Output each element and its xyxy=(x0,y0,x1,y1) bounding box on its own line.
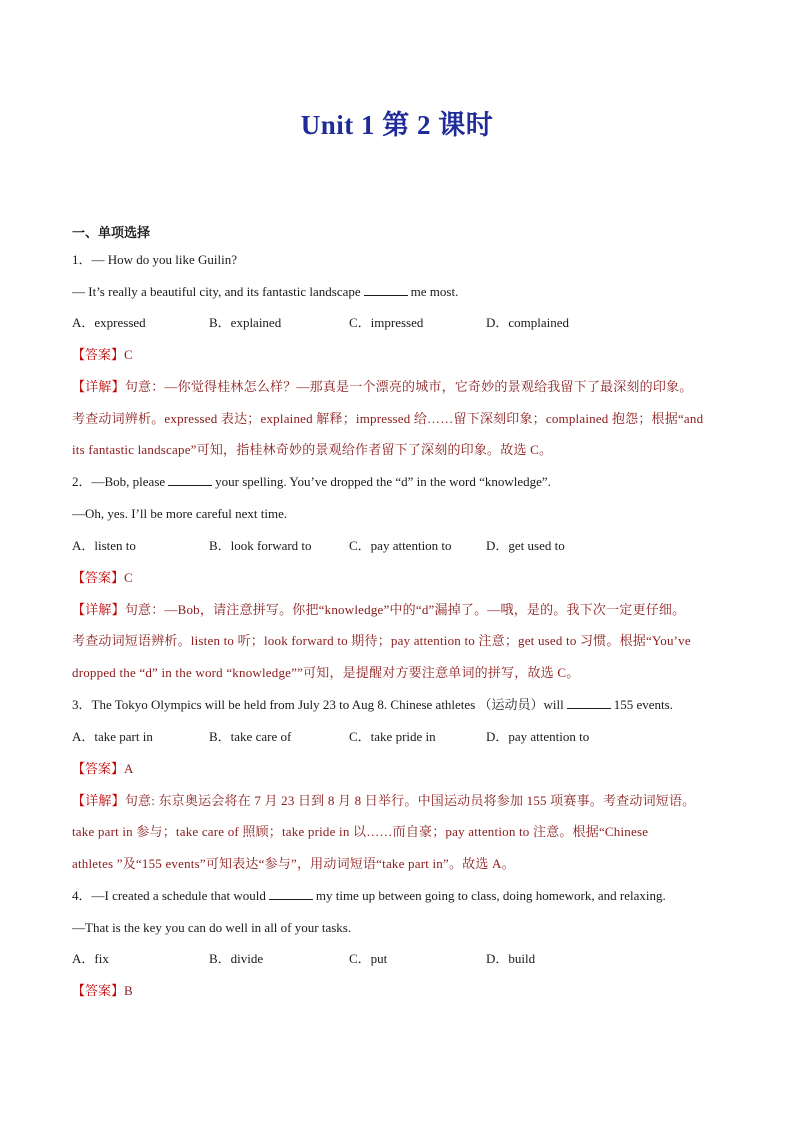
q4-stem-2: —That is the key you can do well in all of your tasks. xyxy=(72,920,352,935)
q1-option-c: C．impressed xyxy=(349,315,424,330)
q4-stem-1-pre: 4．—I created a schedule that would xyxy=(72,888,266,903)
q3-options xyxy=(72,728,722,746)
q1-stem-1: 1．— How do you like Guilin? xyxy=(72,252,238,267)
q4-stem-1-post: my time up between going to class, doing homework, and relaxing. xyxy=(315,888,666,903)
q1-answer-tag: 【答案】 xyxy=(72,347,125,362)
q2-stem-1-post: your spelling. You’ve dropped the “d” in the word “knowledge”. xyxy=(215,474,551,489)
q1-options xyxy=(72,314,722,332)
q4-answer-tag: 【答案】 xyxy=(72,983,125,998)
q3-detail-text-1: 句意: 东京奥运会将在 7 月 23 日到 8 月 8 日举行。中国运动员将参加 155 项赛事。考查动词短语。 xyxy=(124,793,696,808)
q1-stem-2 xyxy=(72,283,458,301)
q4-blank xyxy=(269,887,313,900)
q2-option-c: C．pay attention to xyxy=(349,538,452,553)
q1-option-b: B．explained xyxy=(209,315,282,330)
q2-detail-text-1: 句意：—Bob，请注意拼写。你把“knowledge”中的“d”漏掉了。—哦，是的。我下次一定更仔细。 xyxy=(124,602,686,617)
q2-option-a: A．listen to xyxy=(72,538,136,553)
q2-options xyxy=(72,537,722,555)
q1-detail-text-1: 句意：—你觉得桂林怎么样？—那真是一个漂亮的城市，它奇妙的景观给我留下了最深刻的印象。 xyxy=(124,379,693,394)
q1-option-a: A．expressed xyxy=(72,315,146,330)
q1-detail-3: its fantastic landscape”可知，指桂林奇妙的景观给作者留下了深刻的印象。故选 C。 xyxy=(72,442,553,457)
q1-detail-2: 考查动词辨析。expressed 表达；explained 解释；impressed 给……留下深刻印象；complained 抱怨；根据“and xyxy=(72,411,704,426)
q1-stem-2-post: me most. xyxy=(410,284,459,299)
q2-blank xyxy=(168,473,212,486)
q4-stem-1 xyxy=(72,887,666,905)
q3-option-c: C．take pride in xyxy=(349,729,436,744)
q2-detail-3: dropped the “d” in the word “knowledge””可知，是提醒对方要注意单词的拼写，故选 C。 xyxy=(72,665,580,680)
q2-stem-1-pre: 2．—Bob, please xyxy=(72,474,166,489)
q2-detail-tag: 【详解】 xyxy=(72,602,125,617)
q2-stem-1 xyxy=(72,473,551,491)
q3-answer-value: A xyxy=(124,761,134,776)
q4-option-d: D．build xyxy=(486,951,536,966)
q3-detail-3: athletes ”及“155 events”可知表达“参与”，用动词短语“take part in”。故选 A。 xyxy=(72,856,515,871)
page-title: Unit 1 第 2 课时 xyxy=(300,110,494,140)
q3-stem-1-pre: 3．The Tokyo Olympics will be held from July 23 to Aug 8. Chinese athletes （运动员）will xyxy=(72,697,564,712)
q4-answer xyxy=(72,982,133,1000)
q3-stem-1 xyxy=(72,696,673,714)
q3-answer xyxy=(72,760,133,778)
q1-answer xyxy=(72,346,133,364)
q3-detail-tag: 【详解】 xyxy=(72,793,125,808)
q3-stem-1-post: 155 events. xyxy=(613,697,673,712)
q4-options xyxy=(72,950,722,968)
q1-detail-1 xyxy=(72,378,692,396)
q4-option-b: B．divide xyxy=(209,951,264,966)
q1-detail-tag: 【详解】 xyxy=(72,379,125,394)
q2-answer-value: C xyxy=(124,570,133,585)
q2-stem-2: —Oh, yes. I’ll be more careful next time. xyxy=(72,506,288,521)
q3-blank xyxy=(567,696,611,709)
q4-option-c: C．put xyxy=(349,951,388,966)
q1-stem-2-pre: — It’s really a beautiful city, and its fantastic landscape xyxy=(72,284,361,299)
q2-detail-2: 考查动词短语辨析。listen to 听；look forward to 期待；pay attention to 注意；get used to 习惯。根据“You’ve xyxy=(72,633,691,648)
q3-detail-2: take part in 参与；take care of 照顾；take pride in 以……而自豪；pay attention to 注意。根据“Chinese xyxy=(72,824,649,839)
section-heading: 一、单项选择 xyxy=(72,225,151,240)
q2-option-b: B．look forward to xyxy=(209,538,312,553)
q1-option-d: D．complained xyxy=(486,315,570,330)
q3-answer-tag: 【答案】 xyxy=(72,761,125,776)
q3-option-d: D．pay attention to xyxy=(486,729,590,744)
q2-detail-1 xyxy=(72,601,685,619)
q2-answer xyxy=(72,569,133,587)
q3-option-a: A．take part in xyxy=(72,729,153,744)
q4-answer-value: B xyxy=(124,983,133,998)
q4-option-a: A．fix xyxy=(72,951,109,966)
q1-answer-value: C xyxy=(124,347,133,362)
q1-blank xyxy=(364,283,408,296)
q3-option-b: B．take care of xyxy=(209,729,292,744)
q2-option-d: D．get used to xyxy=(486,538,565,553)
q3-detail-1 xyxy=(72,792,695,810)
q2-answer-tag: 【答案】 xyxy=(72,570,125,585)
